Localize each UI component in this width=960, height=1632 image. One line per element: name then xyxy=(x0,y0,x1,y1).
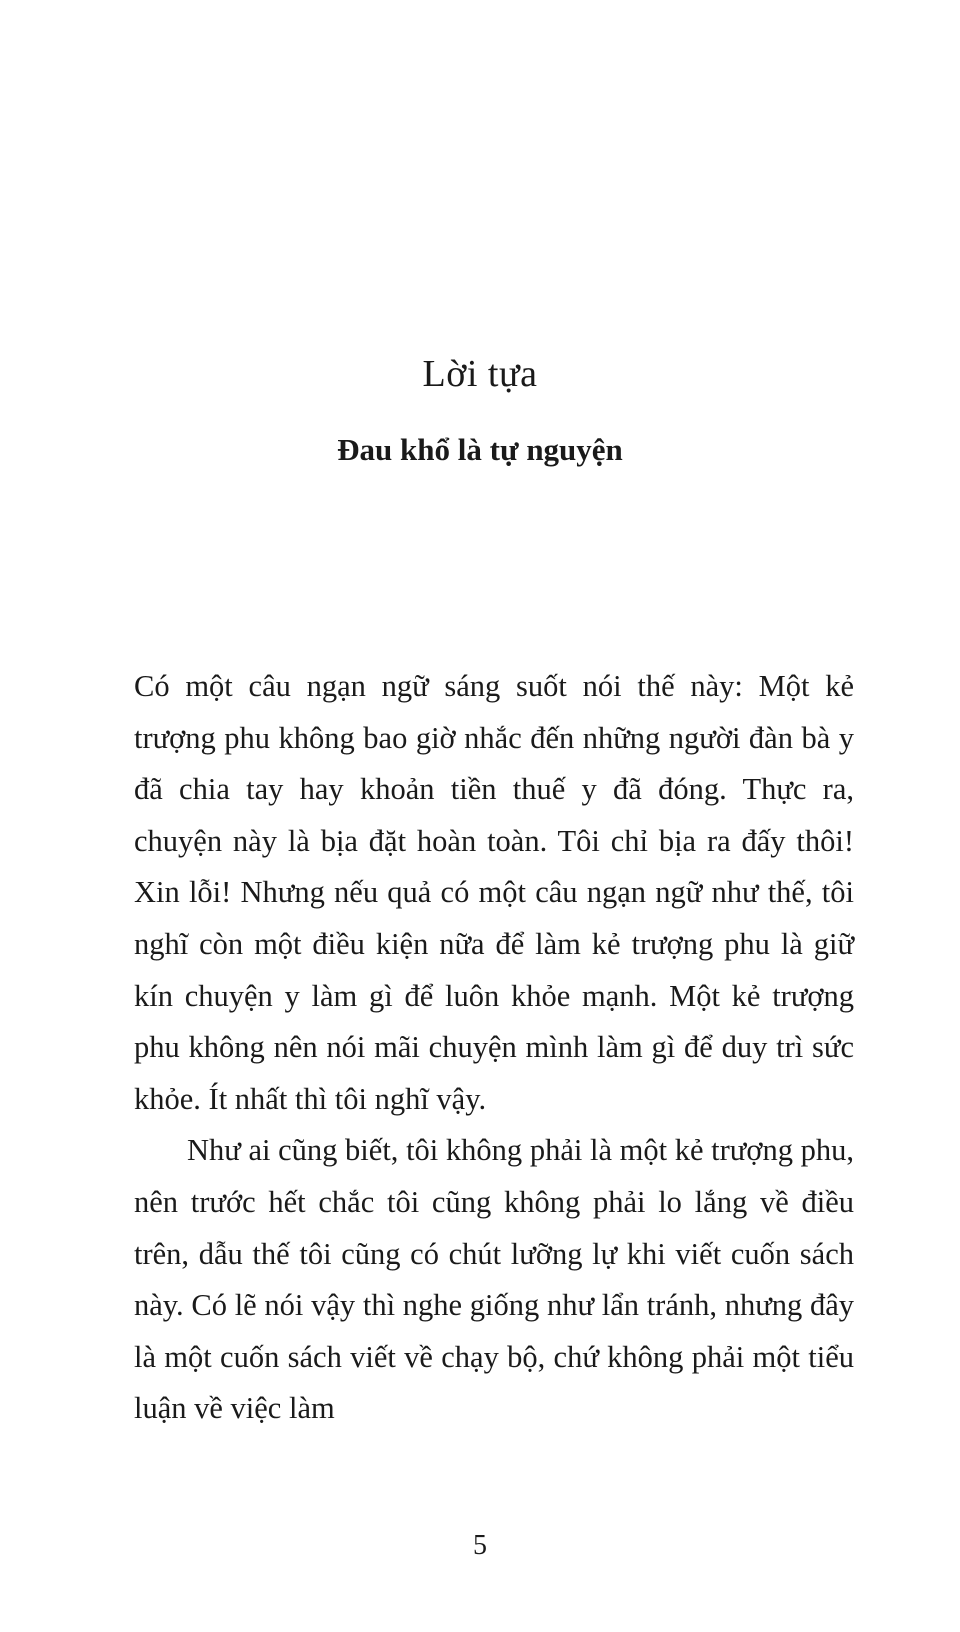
chapter-title: Lời tựa xyxy=(422,353,538,395)
chapter-subtitle: Đau khổ là tự nguyện xyxy=(337,432,623,467)
body-text xyxy=(134,661,854,1435)
paragraph-2: Như ai cũng biết, tôi không phải là một kẻ trượng phu, nên trước hết chắc tôi cũng không phải lo lắng về điều trên, dẫu thế tôi cũng có chút lưỡng lự khi viết cuốn sách này. Có lẽ nói vậy thì nghe giống như lẩn tránh, nhưng đây là một cuốn sách viết về chạy bộ, chứ không phải một tiểu luận về việc làm xyxy=(134,1133,854,1426)
paragraph-1: Có một câu ngạn ngữ sáng suốt nói thế này: Một kẻ trượng phu không bao giờ nhắc đến những người đàn bà y đã chia tay hay khoản tiền thuế y đã đóng. Thực ra, chuyện này là bịa đặt hoàn toàn. Tôi chỉ bịa ra đấy thôi! Xin lỗi! Nhưng nếu quả có một câu ngạn ngữ như thế, tôi nghĩ còn một điều kiện nữa để làm kẻ trượng phu là giữ kín chuyện y làm gì để luôn khỏe mạnh. Một kẻ trượng phu không nên nói mãi chuyện mình làm gì để duy trì sức khỏe. Ít nhất thì tôi nghĩ vậy. xyxy=(134,669,854,1116)
page-number: 5 xyxy=(473,1530,487,1561)
